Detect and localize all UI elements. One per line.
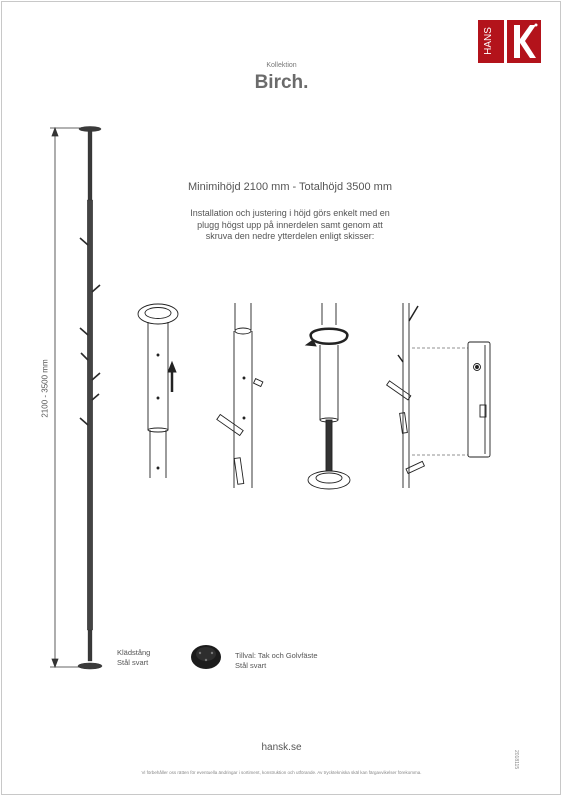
product-material: Stål svart xyxy=(117,657,149,667)
dimension-line xyxy=(50,128,80,667)
accessory-caption xyxy=(235,651,318,670)
instructions-line: Installation och justering i höjd görs enkelt med en xyxy=(190,208,390,218)
document-code: 2018115 xyxy=(513,750,519,770)
instructions-heading: Minimihöjd 2100 mm - Totalhöjd 3500 mm xyxy=(188,181,392,193)
accessory-name: Tillval: Tak och Golvfäste xyxy=(235,651,318,660)
floor-ceiling-fixture-icon xyxy=(191,645,221,669)
rotate-arrow-icon xyxy=(306,303,350,489)
page-title: Birch. xyxy=(254,72,309,93)
pin-insert-icon xyxy=(217,303,263,488)
instructions-line: plugg högst upp på innerdelen samt genom att xyxy=(197,219,383,230)
dimension-label: 2100 - 3500 mm xyxy=(40,359,50,418)
logo-text: HANS xyxy=(483,27,494,55)
accessory-material: Stål svart xyxy=(235,660,267,670)
product-caption xyxy=(117,648,150,667)
wall-mount-icon xyxy=(387,303,490,488)
plug-adjust-icon xyxy=(138,304,178,478)
product-name: Klädstång xyxy=(117,648,151,657)
collection-label: Kollektion xyxy=(266,62,297,69)
instructions-line: skruva den nedre ytterdelen enligt skisser: xyxy=(205,231,375,241)
hanger-pole-drawing xyxy=(78,127,102,670)
website-link[interactable]: hansk.se xyxy=(261,742,302,753)
disclaimer-text: Vi förbehåller oss rätten för eventuella ändringar i sortiment, konstruktion och utförande. Av trycktekniska skäl kan färgavvikelser förekomma. xyxy=(141,770,422,775)
